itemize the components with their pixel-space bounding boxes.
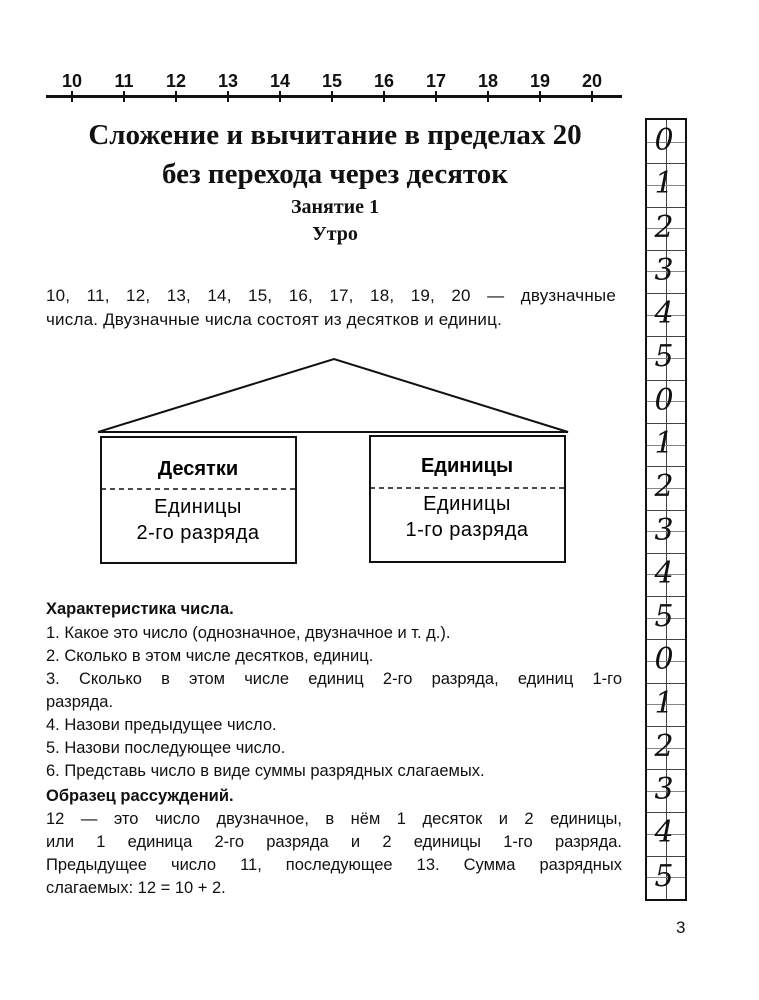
- number-line-label: 20: [581, 71, 603, 91]
- characteristics-item: разряда.: [46, 693, 114, 711]
- strip-digit: 3: [654, 512, 674, 548]
- characteristics-item: 2. Сколько в этом числе десятков, единиц.: [46, 647, 374, 665]
- diagram-roof: [98, 359, 568, 432]
- strip-digit: 3: [654, 252, 674, 288]
- number-line-tick: [279, 91, 281, 102]
- strip-digit: 0: [654, 382, 674, 418]
- number-line-tick: [591, 91, 593, 102]
- characteristics-item: 5. Назови последующее число.: [46, 739, 286, 757]
- strip-digit: 0: [654, 123, 674, 158]
- characteristics-item: 1. Какое это число (однозначное, двузначное и т. д.).: [46, 624, 451, 642]
- characteristics-item: 6. Представь число в виде суммы разрядных слагаемых.: [46, 762, 485, 780]
- number-line: [46, 70, 622, 106]
- characteristics-item: 3. Сколько в этом числе единиц 2-го разряда, единиц 1-го: [46, 670, 622, 688]
- strip-digit: 3: [654, 772, 674, 808]
- page-number: 3: [676, 918, 686, 937]
- tens-line-1: Единицы: [154, 496, 242, 518]
- number-line-label: 15: [321, 71, 343, 91]
- strip-digit: 5: [654, 339, 674, 375]
- lesson-part: Утро: [312, 223, 358, 245]
- strip-digit: 2: [654, 209, 674, 245]
- lesson-title: Занятие 1: [290, 196, 380, 218]
- intro-line-2: числа. Двузначные числа состоят из десятков и единиц.: [46, 310, 502, 329]
- number-line-label: 11: [114, 71, 134, 91]
- number-line-tick: [71, 91, 73, 102]
- number-line-tick: [539, 91, 541, 102]
- strip-digit: 0: [654, 642, 674, 678]
- intro-line: [46, 284, 616, 308]
- number-line-label: 18: [477, 71, 499, 91]
- number-line-tick: [487, 91, 489, 102]
- number-line-tick: [383, 91, 385, 102]
- number-line-label: 14: [269, 71, 291, 91]
- sample-line: 12 — это число двузначное, в нём 1 десяток и 2 единицы,: [46, 810, 622, 828]
- number-line-tick: [227, 91, 229, 102]
- tens-line-2: 2-го разряда: [136, 522, 260, 544]
- number-line-tick: [175, 91, 177, 102]
- intro-line-1: 10, 11, 12, 13, 14, 15, 16, 17, 18, 19, 20 — двузначные: [46, 286, 616, 305]
- strip-digit: 4: [654, 555, 674, 591]
- units-line-2: 1-го разряда: [405, 519, 529, 541]
- number-line-label: 17: [425, 71, 447, 91]
- number-line-tick: [123, 91, 125, 102]
- page-title: Сложение и вычитание в пределах 20: [88, 119, 582, 151]
- strip-digit: 5: [654, 599, 674, 635]
- sample-line: Предыдущее число 11, последующее 13. Сумма разрядных: [46, 856, 622, 874]
- strip-digit: 1: [654, 685, 674, 721]
- strip-digit: 5: [654, 858, 674, 894]
- number-line-tick: [435, 91, 437, 102]
- number-line-label: 12: [165, 71, 187, 91]
- strip-digit: 2: [654, 469, 674, 505]
- tens-title: Десятки: [157, 458, 239, 480]
- strip-digit: 4: [654, 296, 674, 332]
- units-title: Единицы: [420, 455, 514, 477]
- number-line-label: 13: [217, 71, 239, 91]
- units-line-1: Единицы: [423, 493, 511, 515]
- number-line-axis: [46, 95, 622, 98]
- characteristics-item: 4. Назови предыдущее число.: [46, 716, 277, 734]
- strip-digit: 1: [654, 425, 674, 461]
- place-value-diagram: [98, 356, 572, 578]
- strip-digit: 4: [654, 815, 674, 851]
- number-line-label: 16: [373, 71, 395, 91]
- strip-digit: 2: [654, 728, 674, 764]
- strip-digit: 1: [654, 166, 674, 202]
- sample-line: или 1 единица 2-го разряда и 2 единицы 1-го разряда.: [46, 833, 622, 851]
- sample-line: слагаемых: 12 = 10 + 2.: [46, 879, 226, 897]
- characteristics-heading: Характеристика числа.: [46, 600, 234, 618]
- number-line-tick: [331, 91, 333, 102]
- handwriting-digit-strip: [645, 118, 687, 901]
- number-line-label: 19: [529, 71, 551, 91]
- page-subtitle: без перехода через десяток: [161, 158, 509, 190]
- number-line-label: 10: [61, 71, 83, 91]
- sample-heading: Образец рассуждений.: [46, 787, 234, 805]
